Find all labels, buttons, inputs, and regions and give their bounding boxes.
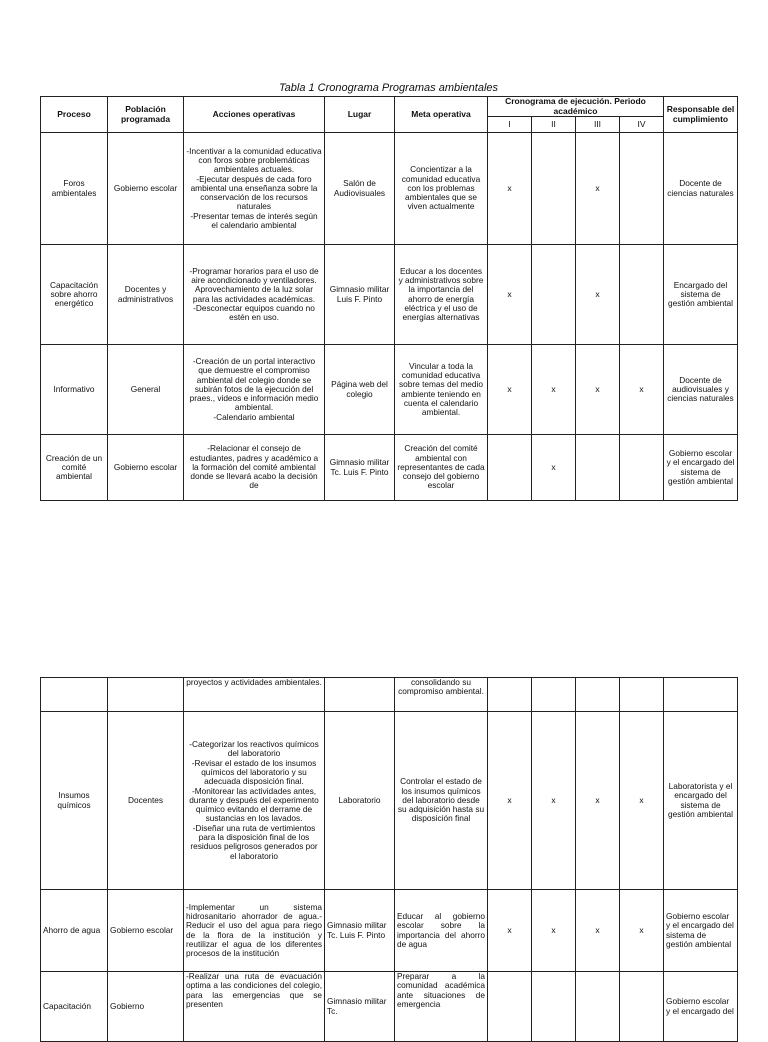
table-row (41, 435, 738, 501)
header-poblacion: Población programada (108, 97, 184, 133)
cell-proceso: Capacitación sobre ahorro energético (41, 245, 108, 345)
cell-acciones: -Categorizar los reactivos químicos del laboratorio -Revisar el estado de los insumos químicos del laboratorio y su adecuada disposición final. -Monitorear las actividades antes, durante y después del experimento químico evitando el derrame de sustancias en los lavados. -Diseñar una ruta de vertimientos para la disposición final de los residuos peligrosos generados por el laboratorio (184, 712, 325, 890)
cell-period-1: x (488, 345, 532, 435)
cell-poblacion: Docentes (108, 712, 184, 890)
cell-period-1: x (488, 245, 532, 345)
cell-period-3 (576, 678, 620, 712)
cell-period-2: x (532, 890, 576, 972)
cell-period-1 (488, 678, 532, 712)
cell-period-4 (620, 245, 664, 345)
cell-period-4 (620, 972, 664, 1042)
header-acciones: Acciones operativas (184, 97, 325, 133)
cell-responsable: Gobierno escolar y el encargado del sistema de gestión ambiental (664, 890, 738, 972)
table-row (41, 972, 738, 1042)
cell-period-4 (620, 133, 664, 245)
cell-proceso: Foros ambientales (41, 133, 108, 245)
cell-period-2 (532, 245, 576, 345)
cell-period-1: x (488, 133, 532, 245)
cell-period-1: x (488, 712, 532, 890)
table-row (41, 133, 738, 245)
header-period-4: IV (620, 117, 664, 133)
cell-responsable: Laboratorista y el encargado del sistema de gestión ambiental (664, 712, 738, 890)
cell-period-1 (488, 972, 532, 1042)
cell-period-2 (532, 678, 576, 712)
cell-period-4 (620, 678, 664, 712)
cell-lugar: Gimnasio militar Luis F. Pinto (325, 245, 395, 345)
cell-period-3: x (576, 345, 620, 435)
cell-meta: Vincular a toda la comunidad educativa sobre temas del medio ambiente teniendo en cuenta el calendario ambiental. (395, 345, 488, 435)
cell-responsable: Gobierno escolar y el encargado del (664, 972, 738, 1042)
header-responsable: Responsable del cumplimiento (664, 97, 738, 133)
header-meta: Meta operativa (395, 97, 488, 133)
table-row (41, 245, 738, 345)
cell-poblacion: Gobierno escolar (108, 435, 184, 501)
cell-acciones: -Implementar un sistema hidrosanitario ahorrador de agua.-Reducir el uso del agua para riego de la flora de la institución y reutilizar el agua de los diferentes procesos de la institución (184, 890, 325, 972)
header-period-1: I (488, 117, 532, 133)
cell-proceso: Creación de un comité ambiental (41, 435, 108, 501)
cell-acciones: -Realizar una ruta de evacuación optima a las condiciones del colegio, para las emergencias que se presenten (184, 972, 325, 1042)
cell-proceso (41, 678, 108, 712)
cell-period-2: x (532, 712, 576, 890)
cell-responsable: Docente de ciencias naturales (664, 133, 738, 245)
cell-period-2: x (532, 435, 576, 501)
cell-lugar: Gimnasio militar Tc. Luis F. Pinto (325, 890, 395, 972)
cell-period-2: x (532, 345, 576, 435)
cell-poblacion: Gobierno (108, 972, 184, 1042)
cell-meta: Creación del comité ambiental con representantes de cada consejo del gobierno escolar (395, 435, 488, 501)
table-row (41, 678, 738, 712)
cell-acciones: -Relacionar el consejo de estudiantes, padres y académico a la formación del comité ambiental donde se llevará acabo la decisión de (184, 435, 325, 501)
header-lugar: Lugar (325, 97, 395, 133)
cell-acciones: proyectos y actividades ambientales. (184, 678, 325, 712)
cell-period-2 (532, 133, 576, 245)
cell-responsable: Gobierno escolar y el encargado del sistema de gestión ambiental (664, 435, 738, 501)
cell-lugar: Página web del colegio (325, 345, 395, 435)
cell-lugar (325, 678, 395, 712)
cell-period-2 (532, 972, 576, 1042)
cell-responsable: Docente de audiovisuales y ciencias naturales (664, 345, 738, 435)
cell-meta: Preparar a la comunidad académica ante situaciones de emergencia (395, 972, 488, 1042)
table-caption: Tabla 1 Cronograma Programas ambientales (278, 82, 499, 94)
cell-poblacion: Docentes y administrativos (108, 245, 184, 345)
header-cronograma: Cronograma de ejecución. Periodo académico (488, 97, 664, 117)
cell-poblacion: General (108, 345, 184, 435)
cell-period-4 (620, 435, 664, 501)
cell-period-3: x (576, 712, 620, 890)
header-period-2: II (532, 117, 576, 133)
header-proceso: Proceso (41, 97, 108, 133)
cell-responsable: Encargado del sistema de gestión ambiental (664, 245, 738, 345)
cell-period-1 (488, 435, 532, 501)
cell-proceso: Capacitación (41, 972, 108, 1042)
cell-period-3: x (576, 245, 620, 345)
schedule-table-part-2 (40, 677, 738, 1042)
cell-acciones: -Incentivar a la comunidad educativa con foros sobre problemáticas ambientales actuales. -Ejecutar después de cada foro ambiental una enseñanza sobre la conservación de los recursos naturales -Presentar temas de interés según el calendario ambiental (184, 133, 325, 245)
cell-period-1: x (488, 890, 532, 972)
cell-acciones: -Programar horarios para el uso de aire acondicionado y ventiladores. Aprovechamiento de la luz solar para las actividades académicas. -Desconectar equipos cuando no estén en uso. (184, 245, 325, 345)
cell-lugar: Laboratorio (325, 712, 395, 890)
cell-period-4: x (620, 890, 664, 972)
cell-period-3: x (576, 890, 620, 972)
cell-poblacion (108, 678, 184, 712)
cell-meta: Educar al gobierno escolar sobre la importancia del ahorro de agua (395, 890, 488, 972)
cell-poblacion: Gobierno escolar (108, 890, 184, 972)
cell-poblacion: Gobierno escolar (108, 133, 184, 245)
cell-meta: Educar a los docentes y administrativos sobre la importancia del ahorro de energía eléctrica y el uso de energías alternativas (395, 245, 488, 345)
cell-meta: Controlar el estado de los insumos químicos del laboratorio desde su adquisición hasta su disposición final (395, 712, 488, 890)
cell-proceso: Informativo (41, 345, 108, 435)
cell-meta: consolidando su compromiso ambiental. (395, 678, 488, 712)
cell-proceso: Ahorro de agua (41, 890, 108, 972)
cell-lugar: Gimnasio militar Tc. Luis F. Pinto (325, 435, 395, 501)
cell-acciones: -Creación de un portal interactivo que demuestre el compromiso ambiental del colegio donde se subirán fotos de la ejecución del praes., videos e información medio ambiental. -Calendario ambiental (184, 345, 325, 435)
table-row (41, 712, 738, 890)
cell-meta: Concientizar a la comunidad educativa con los problemas ambientales que se viven actualmente (395, 133, 488, 245)
cell-proceso: Insumos químicos (41, 712, 108, 890)
cell-lugar: Gimnasio militar Tc. (325, 972, 395, 1042)
header-period-3: III (576, 117, 620, 133)
cell-period-3 (576, 972, 620, 1042)
cell-period-3 (576, 435, 620, 501)
cell-period-4: x (620, 345, 664, 435)
cell-lugar: Salón de Audiovisuales (325, 133, 395, 245)
table-row (41, 890, 738, 972)
cell-period-3: x (576, 133, 620, 245)
cell-responsable (664, 678, 738, 712)
schedule-table-part-1 (40, 96, 738, 501)
table-row (41, 345, 738, 435)
cell-period-4: x (620, 712, 664, 890)
